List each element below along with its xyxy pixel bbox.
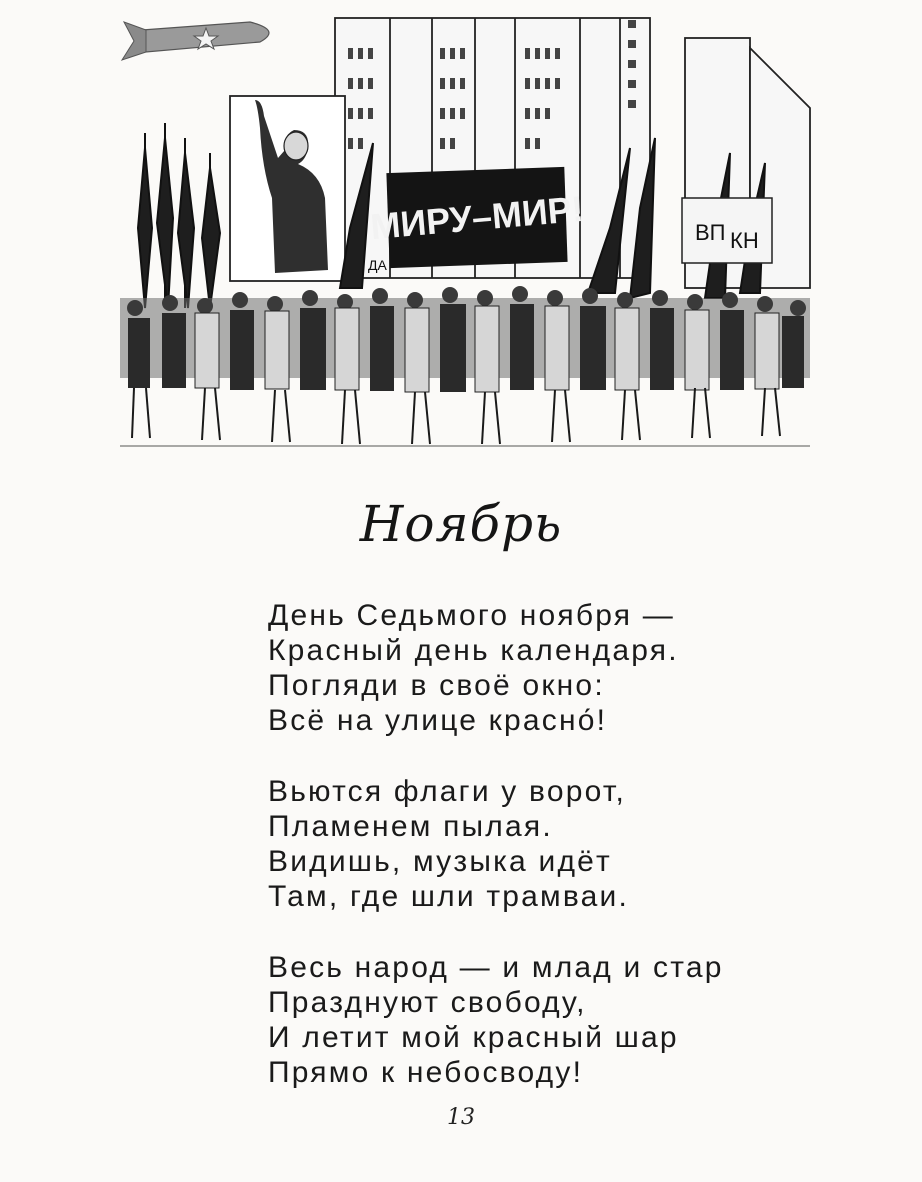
page-title: Ноябрь	[359, 495, 563, 553]
banner-text: МИРУ–МИР!	[368, 187, 586, 248]
poem-line: Празднуют свободу,	[268, 986, 587, 1019]
poem-line: И летит мой красный шар	[268, 1021, 679, 1054]
parade-illustration	[110, 8, 820, 453]
poem-line: Видишь, музыка идёт	[268, 845, 612, 878]
poem-line: День Седьмого ноября —	[268, 599, 675, 632]
crowd	[120, 286, 810, 446]
stanza-1	[268, 598, 724, 738]
poem-line: Там, где шли трамваи.	[268, 880, 630, 913]
stanza-2	[268, 774, 724, 914]
poem-line: Весь народ — и млад и стар	[268, 951, 724, 984]
sign-right-text-2: КН	[730, 228, 759, 253]
poem-line: Вьются флаги у ворот,	[268, 775, 626, 808]
page-number: 13	[447, 1105, 475, 1130]
sign-left-text: ДА	[368, 257, 387, 273]
poem	[268, 598, 724, 1126]
poem-line: Всё на улице красно́!	[268, 704, 608, 737]
poem-line: Прямо к небосводу!	[268, 1056, 584, 1089]
rocket-icon	[122, 22, 269, 60]
sign-right-text-1: ВП	[695, 220, 726, 245]
poem-line: Красный день календаря.	[268, 634, 679, 667]
poem-line: Погляди в своё окно:	[268, 669, 605, 702]
poem-line: Пламенем пылая.	[268, 810, 553, 843]
stanza-3	[268, 950, 724, 1090]
